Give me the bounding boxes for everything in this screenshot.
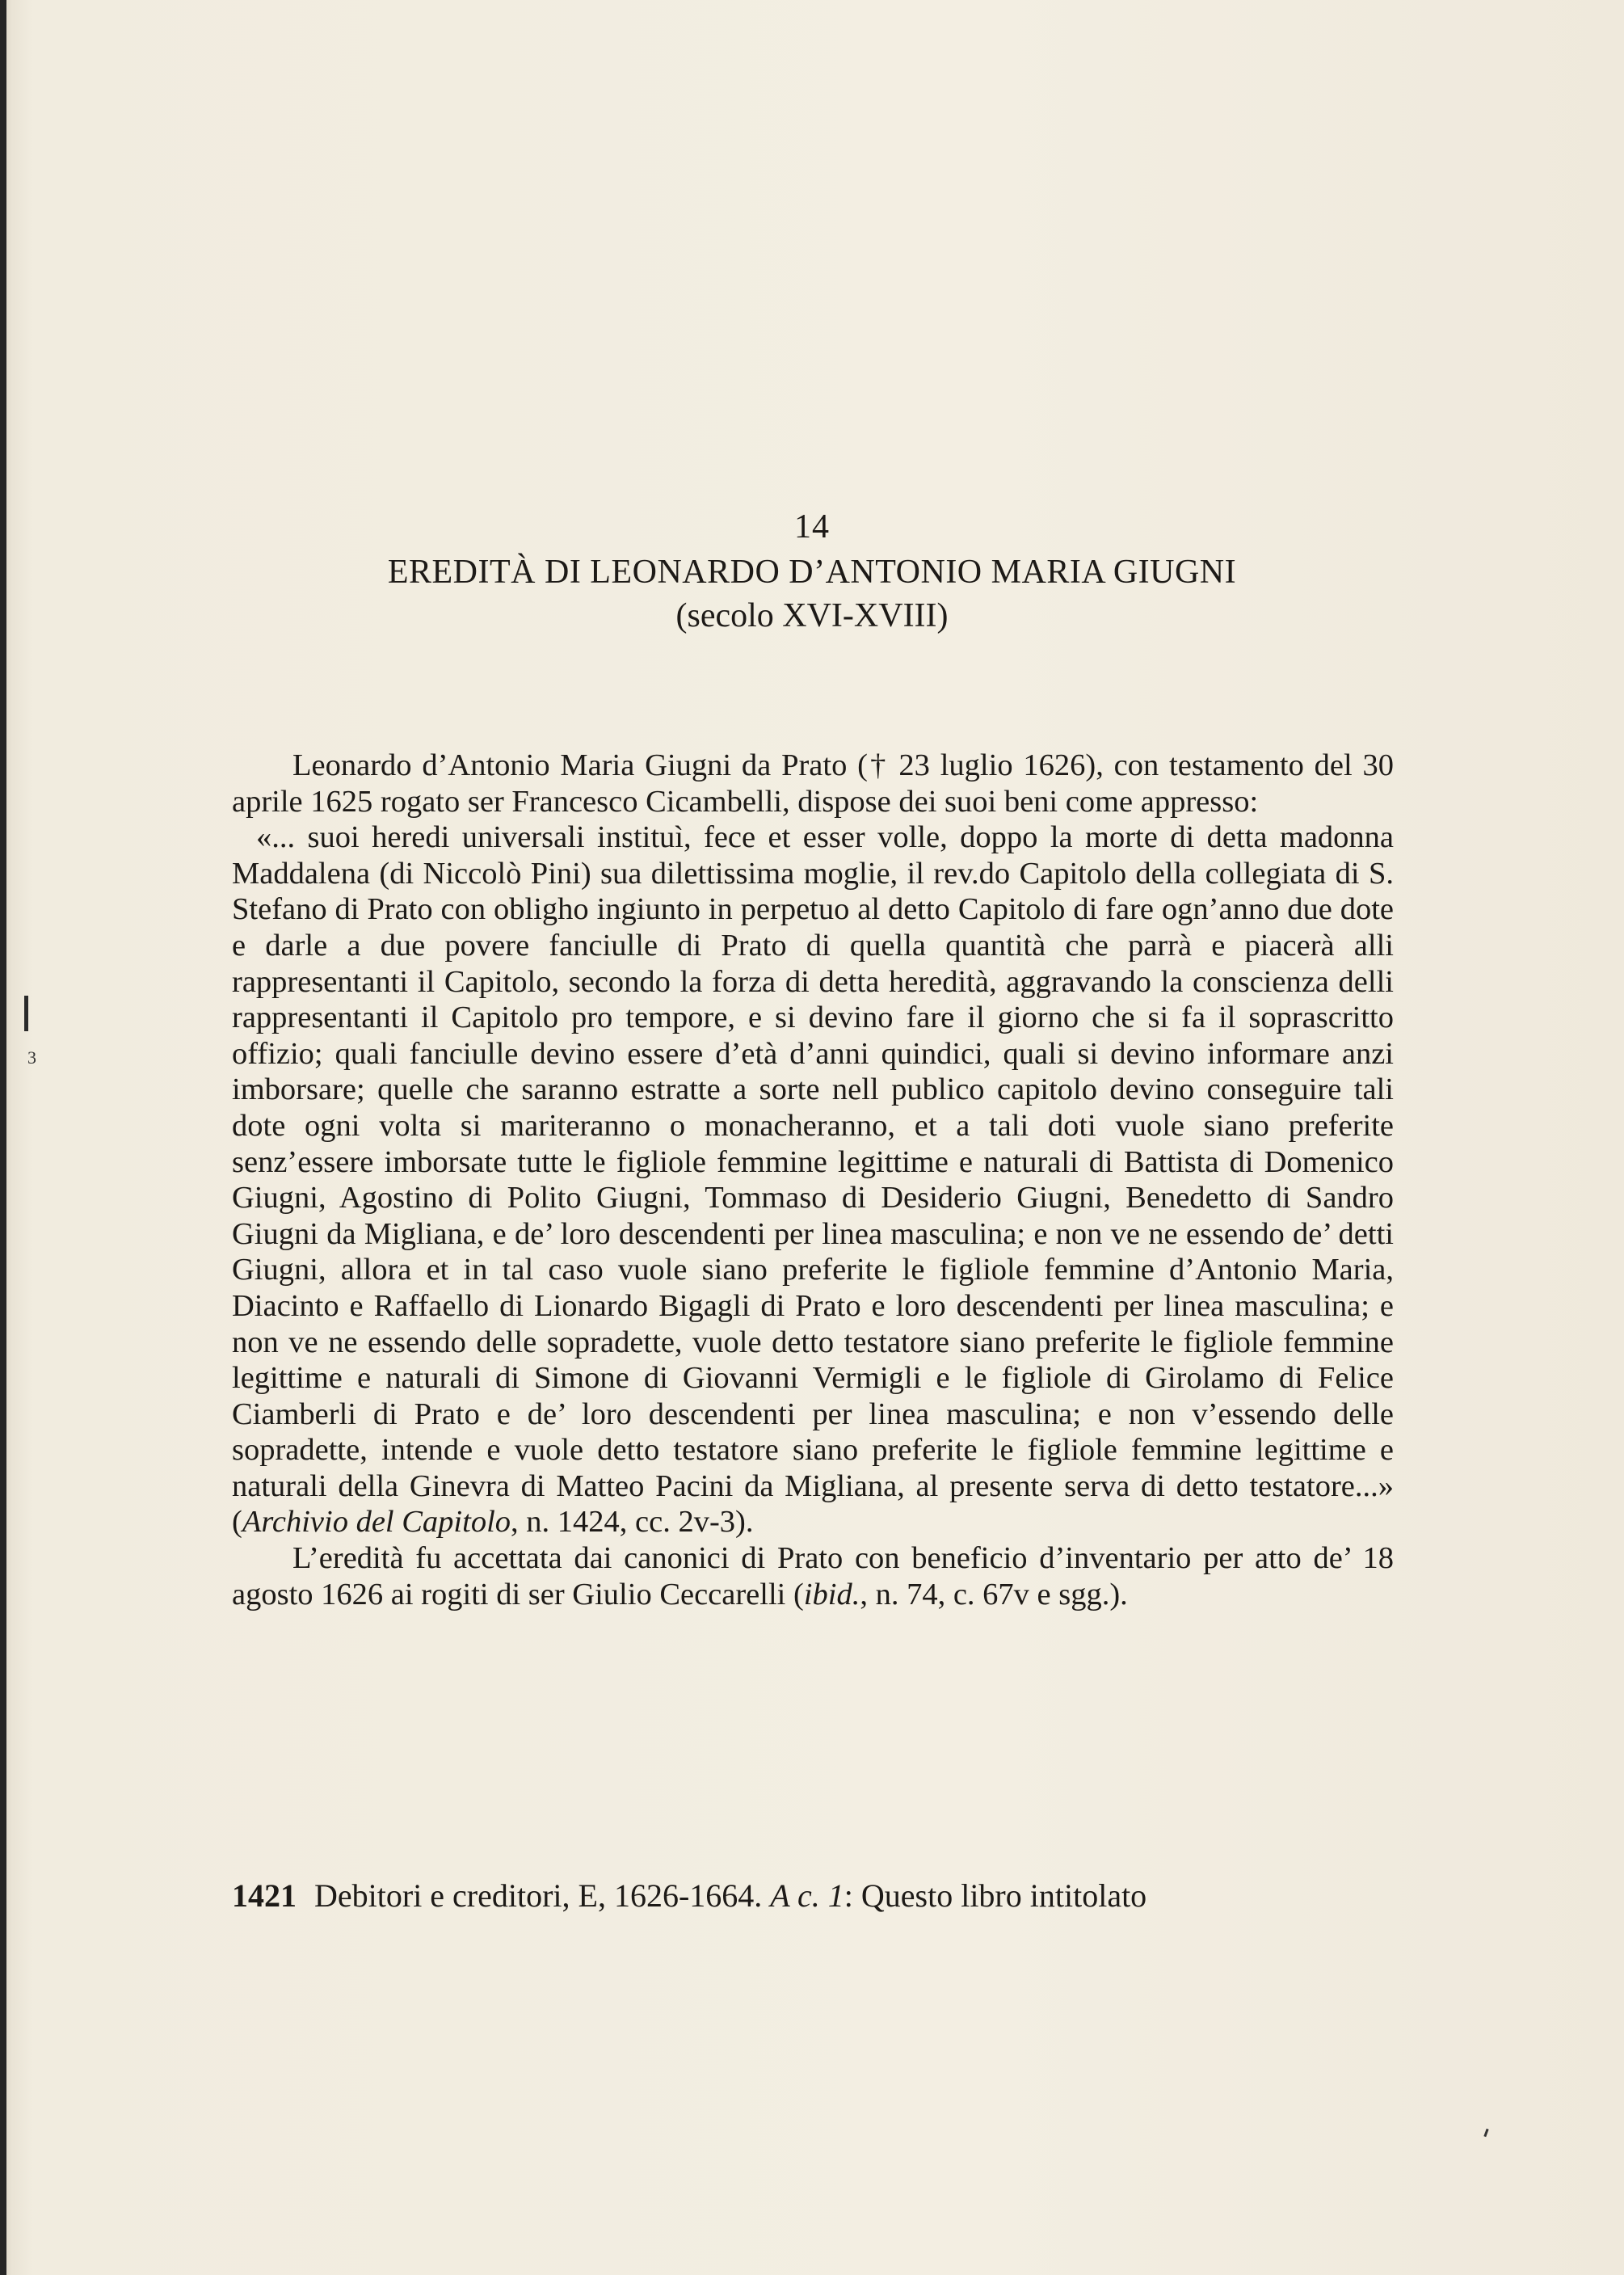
acceptance-reference: , n. 74, c. 67v e sgg.).: [860, 1577, 1128, 1611]
quote-text: «... suoi heredi universali instituì, fece et esser volle, doppo la morte di detta madonna Maddalena (di Niccolò Pini) sua dilettissima moglie, il rev.do Capitolo della collegiata di S. Stefano di Prato con obligho ingiunto in perpetuo al detto Capitolo di fare ogn’anno due dote e darle a due povere fanciulle di Prato di quella quantità che parrà e piacerà alli rappresentanti il Capitolo, secondo la forza di detta heredità, aggravando la conscienza delli rappresentanti il Capitolo pro tempore, e si devino fare il giorno che si fa il soprascritto offizio; quali fanciulle devino essere d’età d’anni quindici, quali si devino informare anzi imborsare; quelle che saranno estratte a sorte nell publico capitolo devino conseguire tali dote ogni volta si mariteranno o monacheranno, et a tali doti vuole siano preferite senz’essere imborsate tutte le figliole femmine legittime e naturali di Battista di Domenico Giugni, Agostino di Polito Giugni, Tommaso di Desiderio Giugni, Benedetto di Sandro Giugni da Migliana, e de’ loro descendenti per linea masculina; e non ve ne essendo de’ detti Giugni, allora et in tal caso vuole siano preferite le figliole femmine d’Antonio Maria, Diacinto e Raffaello di Lionardo Bigagli di Prato e loro descendenti per linea masculina; e non ve ne essendo delle sopradette, vuole detto testatore siano preferite le figliole femmine legittime e naturali di Simone di Giovanni Vermigli e le figliole di Girolamo di Felice Ciamberli di Prato e de’ loro descendenti per linea masculina; e non v’essendo delle sopradette, intende e vuole detto testatore siano preferite le figliole femmine legittime e naturali della Ginevra di Matteo Pacini da Migliana, al presente serva di detto testatore...» (: [232, 820, 1394, 1540]
chapter-title: EREDITÀ DI LEONARDO D’ANTONIO MARIA GIUGNI: [387, 554, 1237, 591]
body-text: [232, 748, 1394, 1612]
margin-mark: [24, 996, 28, 1031]
entry-description: Debitori e creditori, E, 1626-1664.: [314, 1877, 771, 1914]
acceptance-ibid: ibid.: [803, 1577, 860, 1611]
acceptance-paragraph: [232, 1540, 1394, 1612]
chapter-subtitle: (secolo XVI-XVIII): [675, 597, 949, 634]
intro-paragraph: Leonardo d’Antonio Maria Giugni da Prato († 23 luglio 1626), con testamento del 30 aprile 1625 rogato ser Francesco Cicambelli, dispose dei suoi beni come appresso:: [232, 748, 1394, 819]
testament-quote: [232, 819, 1394, 1540]
entry-locator: A c. 1: [770, 1877, 844, 1914]
margin-digit: 3: [27, 1047, 36, 1068]
inventory-entry: [232, 1877, 1394, 1915]
acceptance-text: L’eredità fu accettata dai canonici di Prato con beneficio d’inventario per atto de’ 18 agosto 1626 ai rogiti di ser Giulio Ceccarelli (: [232, 1541, 1394, 1611]
chapter-number: 14: [794, 508, 830, 546]
binding-edge: [0, 0, 6, 2275]
entry-continuation: : Questo libro intitolato: [844, 1877, 1147, 1914]
quote-reference: , n. 1424, cc. 2v-3).: [511, 1505, 754, 1540]
entry-number: 1421: [232, 1877, 297, 1914]
quote-source: Archivio del Capitolo: [242, 1505, 511, 1540]
